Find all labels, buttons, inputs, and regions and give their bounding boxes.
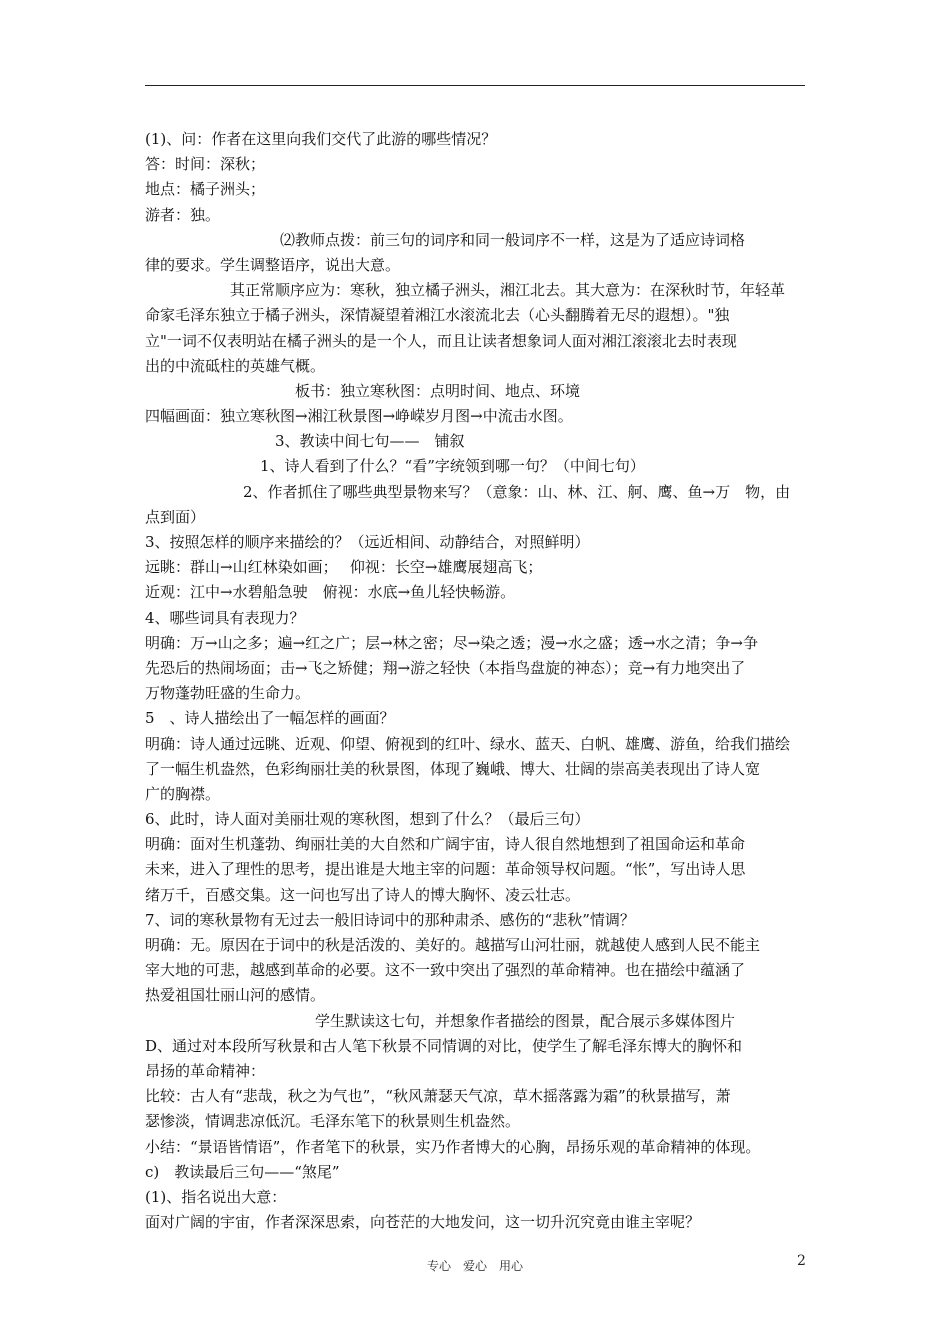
text-line: 明确：万→山之多；遍→红之广；层→林之密；尽→染之透；漫→水之盛；透→水之清；争→争 — [145, 633, 758, 652]
page-footer: 专心 爱心 用心 — [426, 1259, 523, 1273]
text-line: 立"一词不仅表明站在橘子洲头的是一个人，而且让读者想象词人面对湘江滚滚北去时表现 — [145, 331, 737, 350]
text-line: 四幅画面：独立寒秋图→湘江秋景图→峥嵘岁月图→中流击水图。 — [145, 407, 573, 426]
text-line: 热爱祖国壮丽山河的感情。 — [145, 986, 326, 1005]
text-line: 命家毛泽东独立于橘子洲头，深情凝望着湘江水滚流北去（心头翻腾着无尽的遐想）。"独 — [145, 306, 730, 325]
text-line: 先恐后的热闹场面；击→飞之矫健；翔→游之轻快（本指鸟盘旋的神态）；竞→有力地突出了 — [145, 658, 746, 677]
text-line: 比较：古人有“悲哉，秋之为气也”，“秋风萧瑟天气凉，草木摇落露为霜”的秋景描写，萧 — [145, 1087, 731, 1106]
text-line: 地点：橘子洲头； — [145, 180, 266, 199]
text-line: 远眺：群山→山红林染如画； 仰视：长空→雄鹰展翅高飞； — [145, 558, 543, 577]
text-line: 5 、诗人描绘出了一幅怎样的画面？ — [145, 709, 395, 728]
text-line: 4、哪些词具有表现力？ — [145, 608, 305, 627]
text-line: 昂扬的革命精神： — [145, 1061, 266, 1080]
text-line: 广的胸襟。 — [145, 784, 221, 803]
text-line: 了一幅生机盎然，色彩绚丽壮美的秋景图，体现了巍峨、博大、壮阔的崇高美表现出了诗人宽 — [145, 759, 761, 778]
text-line: (1)、问：作者在这里向我们交代了此游的哪些情况？ — [145, 130, 497, 148]
text-line: (1)、指名说出大意： — [145, 1187, 287, 1206]
text-line: 近观：江中→水碧船急驶 俯视：水底→鱼儿轻快畅游。 — [145, 583, 516, 602]
text-line: 点到面） — [145, 507, 206, 526]
text-line: 明确：无。原因在于词中的秋是活泼的、美好的。越描写山河壮丽，就越使人感到人民不能主 — [145, 936, 761, 954]
text-line: D、通过对本段所写秋景和古人笔下秋景不同情调的对比，使学生了解毛泽东博大的胸怀和 — [145, 1036, 743, 1055]
document-body — [145, 127, 810, 1235]
text-line: 瑟惨淡，情调悲凉低沉。毛泽东笔下的秋景则生机盎然。 — [145, 1112, 521, 1131]
text-line: 其正常顺序应为：寒秋，独立橘子洲头，湘江北去。其大意为：在深秋时节，年轻革 — [230, 281, 786, 300]
text-line: ⑵教师点拨：前三句的词序和同一般词序不一样，这是为了适应诗词格 — [280, 230, 746, 249]
text-line: 未来，进入了理性的思考，提出谁是大地主宰的问题：革命领导权问题。“怅”，写出诗人思 — [145, 860, 746, 879]
text-line: 出的中流砥柱的英雄气概。 — [145, 356, 326, 375]
text-line: 明确：诗人通过远眺、近观、仰望、俯视到的红叶、绿水、蓝天、白帆、雄鹰、游鱼，给我们描绘 — [145, 734, 791, 753]
text-line: 万物蓬勃旺盛的生命力。 — [145, 684, 311, 703]
page-number: 2 — [797, 1253, 806, 1269]
text-line: c) 教读最后三句——“煞尾” — [145, 1162, 340, 1181]
text-line: 7、词的寒秋景物有无过去一般旧诗词中的那种肃杀、感伤的“悲秋”情调？ — [145, 910, 635, 929]
text-line: 板书：独立寒秋图：点明时间、地点、环境 — [295, 381, 581, 400]
text-line: 3、按照怎样的顺序来描绘的？（远近相间、动静结合，对照鲜明） — [145, 533, 590, 551]
text-line: 宰大地的可悲，越感到革命的必要。这不一致中突出了强烈的革命精神。也在描绘中蕴涵了 — [145, 961, 746, 980]
text-line: 游者：独。 — [145, 205, 221, 224]
text-line: 6、此时，诗人面对美丽壮观的寒秋图，想到了什么？（最后三句） — [145, 810, 590, 829]
text-line: 律的要求。学生调整语序，说出大意。 — [145, 255, 401, 274]
text-line: 明确：面对生机蓬勃、绚丽壮美的大自然和广阔宇宙，诗人很自然地想到了祖国命运和革命 — [145, 835, 746, 854]
text-line: 绪万千，百感交集。这一问也写出了诗人的博大胸怀、凌云壮志。 — [145, 885, 581, 904]
text-line: 1、诗人看到了什么？“看”字统领到哪一句？（中间七句） — [260, 457, 645, 476]
text-line: 面对广阔的宇宙，作者深深思索，向苍茫的大地发问，这一切升沉究竟由谁主宰呢？ — [145, 1213, 701, 1232]
text-line: 答：时间：深秋； — [145, 155, 266, 174]
text-line: 小结：“景语皆情语”，作者笔下的秋景，实乃作者博大的心胸，昂扬乐观的革命精神的体现。 — [145, 1137, 761, 1156]
text-line: 2、作者抓住了哪些典型景物来写？（意象：山、林、江、舸、鹰、鱼→万 物，由 — [243, 482, 791, 501]
text-line: 3、教读中间七句—— 铺叙 — [275, 432, 465, 451]
text-line: 学生默读这七句，并想象作者描绘的图景，配合展示多媒体图片 — [315, 1011, 736, 1030]
header-rule — [145, 85, 805, 86]
